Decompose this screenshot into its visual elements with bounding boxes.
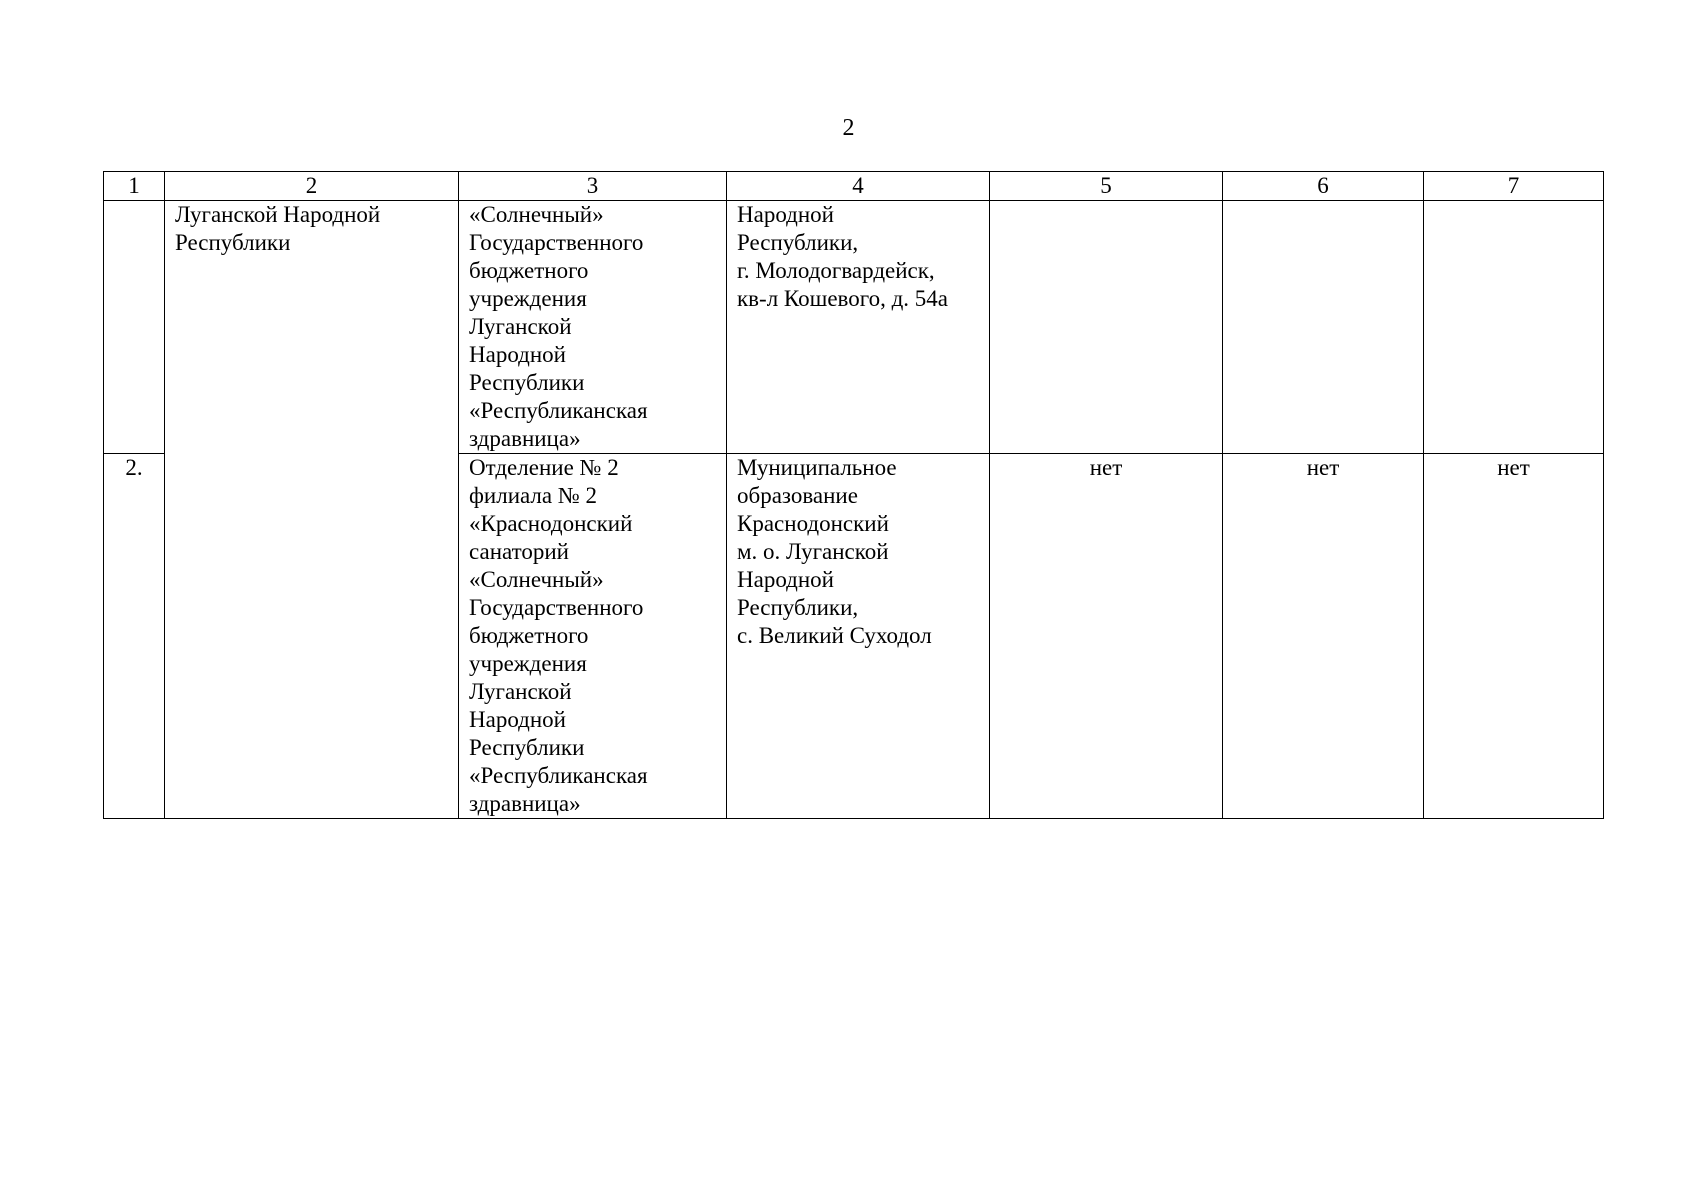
col6-cell: нет — [1223, 454, 1424, 819]
table-row — [104, 201, 1604, 454]
column-header: 3 — [459, 172, 727, 201]
column-header: 5 — [990, 172, 1223, 201]
col7-cell — [1424, 201, 1604, 454]
institution-cell: Отделение № 2 филиала № 2 «Краснодонский санаторий «Солнечный» Государственного бюджетного учреждения Луганской Народной Республики «Республиканская здравница» — [459, 454, 727, 819]
page-number: 2 — [842, 115, 855, 141]
col5-cell: нет — [990, 454, 1223, 819]
row-number-cell: 2. — [104, 454, 165, 819]
region-cell: Луганской Народной Республики — [165, 201, 459, 819]
column-header: 7 — [1424, 172, 1604, 201]
column-header: 6 — [1223, 172, 1424, 201]
address-cell: Муниципальное образование Краснодонский м. о. Луганской Народной Республики, с. Великий Суходол — [727, 454, 990, 819]
column-header: 4 — [727, 172, 990, 201]
document-table — [103, 171, 1604, 819]
address-cell: Народной Республики, г. Молодогвардейск, кв-л Кошевого, д. 54а — [727, 201, 990, 454]
col6-cell — [1223, 201, 1424, 454]
column-header: 2 — [165, 172, 459, 201]
col7-cell: нет — [1424, 454, 1604, 819]
institution-cell: «Солнечный» Государственного бюджетного учреждения Луганской Народной Республики «Республиканская здравница» — [459, 201, 727, 454]
row-number-cell — [104, 201, 165, 454]
table-header-row — [104, 172, 1604, 201]
column-header: 1 — [104, 172, 165, 201]
col5-cell — [990, 201, 1223, 454]
